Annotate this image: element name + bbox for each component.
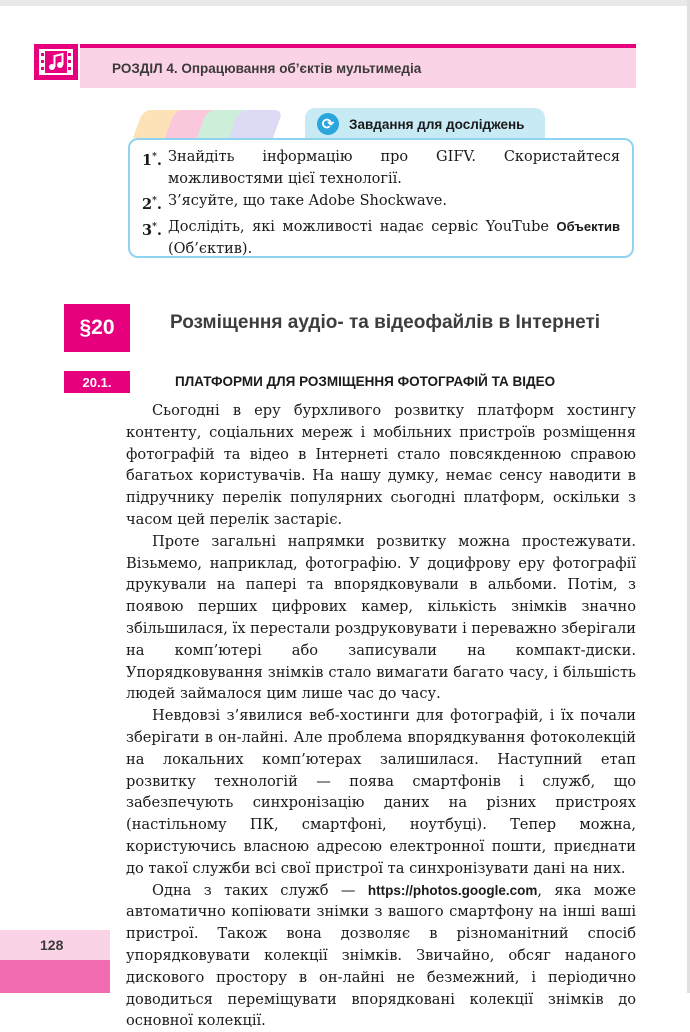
page-top-edge [0, 0, 690, 6]
decorative-tabs [138, 110, 266, 138]
research-item-number: 3*. [142, 221, 162, 239]
tab-decor [229, 110, 283, 138]
research-tab [305, 108, 545, 140]
subsection-number: 20.1. [64, 371, 130, 393]
paragraph: Сьогодні в еру бурхливого розвитку платформ хостингу контенту, соціальних мереж і мобільних пристроїв розміщення фотографій та відео в Інтернеті стало повсякденною справою багатьох користувачів. На нашу думку, немає сенсу наводити в підручнику перелік популярних сьогодні платформ, оскільки з часом цей перелік застаріє. [126, 402, 636, 528]
research-item-number: 2*. [142, 195, 162, 213]
research-item-text: Знайдіть інформацію про GIFV. Скористайтеся можливостями цієї технології. [168, 149, 620, 187]
paragraph: Невдовзі з’явилися веб-хостинги для фотографій, і їх почали зберігати в он-лайні. Але проблема впорядкування фотоколекцій на локальних комп’ютерах залишилася. Наступний етап розвитку технологій — поява смартфонів і служб, що забезпечують синхронізацію даних на різних пристроях (настільному ПК, смартфоні, ноутбуці). Тепер можна, користуючись власною адресою електронної пошти, приєднати до такої служби всі свої пристрої та синхронізувати дані на них. [126, 707, 636, 877]
research-item [142, 216, 620, 260]
research-item-text: Дослідіть, які можливості надає сервіс YouTube Объектив (Об’єктив). [168, 218, 620, 257]
section-number: §20 [64, 304, 130, 352]
page-number: 128 [40, 937, 64, 953]
chapter-title: РОЗДІЛ 4. Опрацювання об’єктів мультимедіа [112, 60, 422, 76]
section-title: Розміщення аудіо- та відеофайлів в Інтернеті [170, 312, 601, 333]
page-number-box [0, 930, 110, 960]
refresh-cycle-icon: ⟳ [317, 113, 339, 135]
research-item [142, 190, 620, 216]
research-box [128, 138, 634, 258]
paragraph: Проте загальні напрямки розвитку можна простежувати. Візьмемо, наприклад, фотографію. У доцифрову еру фотографії друкували на папері та впорядковували в альбоми. Потім, з появою перших цифрових камер, кількість знімків значно збільшилася, їх перестали роздруковувати і переважно зберігали на комп’ютері або записували на компакт-диски. Упорядковування знімків стало вимагати багато часу, і більшість людей займалося цим лише час до часу. [126, 532, 636, 703]
film-music-icon [34, 44, 78, 80]
footer-accent [0, 960, 110, 993]
subsection-title: ПЛАТФОРМИ ДЛЯ РОЗМІЩЕННЯ ФОТОГРАФІЙ ТА ВІДЕО [175, 374, 556, 389]
body-text [126, 400, 636, 1032]
research-item [142, 146, 620, 190]
chapter-header [80, 48, 636, 88]
photos-link[interactable]: https://photos.google.com [367, 882, 538, 898]
paragraph: Одна з таких служб — https://photos.google.com, яка може автоматично копіювати знімки з вашого смартфону на інші ваші пристрої. Також вона дозволяє в різноманітний спосіб упорядковувати колекції знімків. Звичайно, обсяг наданого дискового простору в он-лайні не безмежний, і періодично доводиться переміщувати впорядковані колекції знімків до основної колекції. [126, 881, 636, 1030]
research-item-number: 1*. [142, 151, 162, 169]
research-title: Завдання для досліджень [349, 116, 525, 132]
research-item-text: З’ясуйте, що таке Adobe Shockwave. [168, 193, 447, 209]
